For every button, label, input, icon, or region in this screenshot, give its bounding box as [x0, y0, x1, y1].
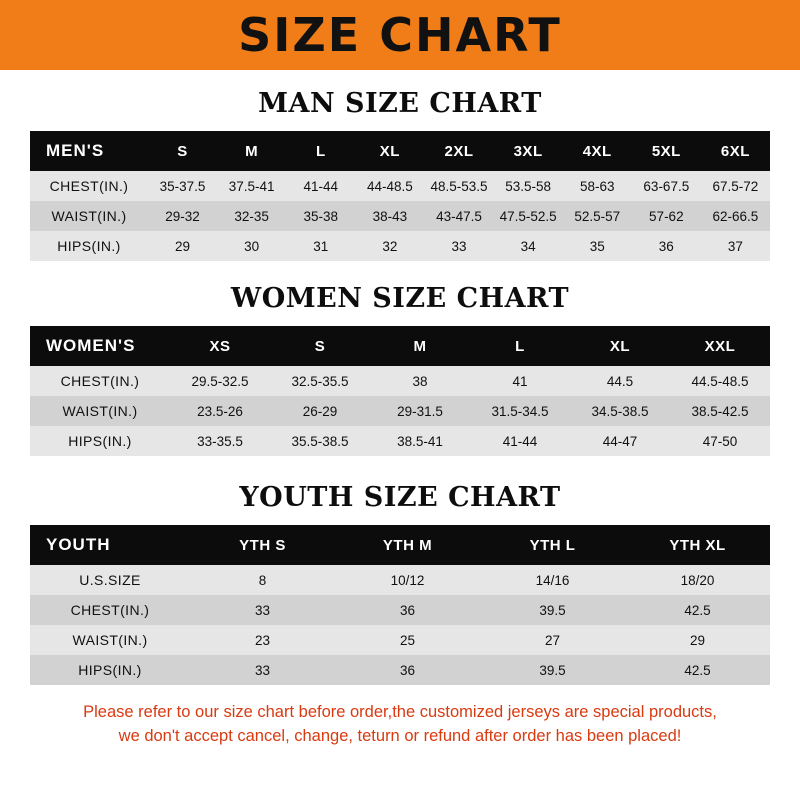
table-cell: 48.5-53.5	[424, 171, 493, 201]
table-row	[30, 426, 770, 456]
table-cell: 35-38	[286, 201, 355, 231]
row-label: U.S.SIZE	[30, 565, 190, 595]
women-size-table	[30, 326, 770, 456]
table-row	[30, 655, 770, 685]
men-header-cell: 3XL	[494, 131, 563, 171]
table-row	[30, 565, 770, 595]
row-label: WAIST(IN.)	[30, 625, 190, 655]
table-cell: 38.5-41	[370, 426, 470, 456]
row-label: HIPS(IN.)	[30, 426, 170, 456]
table-cell: 32.5-35.5	[270, 366, 370, 396]
table-cell: 32-35	[217, 201, 286, 231]
table-cell: 67.5-72	[701, 171, 770, 201]
table-cell: 41-44	[470, 426, 570, 456]
table-cell: 8	[190, 565, 335, 595]
table-cell: 38	[370, 366, 470, 396]
men-header-cell: S	[148, 131, 217, 171]
table-cell: 33	[424, 231, 493, 261]
youth-section	[0, 482, 800, 685]
table-cell: 33	[190, 595, 335, 625]
table-cell: 33-35.5	[170, 426, 270, 456]
table-cell: 62-66.5	[701, 201, 770, 231]
women-header-cell: XXL	[670, 326, 770, 366]
table-cell: 31.5-34.5	[470, 396, 570, 426]
table-cell: 36	[632, 231, 701, 261]
table-cell: 27	[480, 625, 625, 655]
table-cell: 23	[190, 625, 335, 655]
women-section-title: WOMEN SIZE CHART	[230, 283, 570, 314]
youth-header-cell: YTH M	[335, 525, 480, 565]
table-cell: 42.5	[625, 595, 770, 625]
youth-header-cell: YTH L	[480, 525, 625, 565]
table-cell: 39.5	[480, 655, 625, 685]
table-cell: 42.5	[625, 655, 770, 685]
table-cell: 36	[335, 655, 480, 685]
youth-size-table	[30, 525, 770, 685]
table-cell: 44.5-48.5	[670, 366, 770, 396]
table-cell: 32	[355, 231, 424, 261]
men-header-cell: 2XL	[424, 131, 493, 171]
table-row	[30, 396, 770, 426]
table-cell: 37.5-41	[217, 171, 286, 201]
table-cell: 44-47	[570, 426, 670, 456]
men-header-cell: XL	[355, 131, 424, 171]
table-cell: 14/16	[480, 565, 625, 595]
row-label: HIPS(IN.)	[30, 231, 148, 261]
table-cell: 29-32	[148, 201, 217, 231]
table-cell: 31	[286, 231, 355, 261]
table-row	[30, 366, 770, 396]
youth-header-cell: YTH S	[190, 525, 335, 565]
row-label: CHEST(IN.)	[30, 171, 148, 201]
table-cell: 44.5	[570, 366, 670, 396]
women-header-cell: WOMEN'S	[30, 326, 170, 366]
women-header-cell: M	[370, 326, 470, 366]
men-header-cell: M	[217, 131, 286, 171]
table-cell: 41-44	[286, 171, 355, 201]
table-cell: 38-43	[355, 201, 424, 231]
table-cell: 26-29	[270, 396, 370, 426]
table-header-row	[30, 131, 770, 171]
table-cell: 30	[217, 231, 286, 261]
women-header-cell: XS	[170, 326, 270, 366]
table-cell: 23.5-26	[170, 396, 270, 426]
table-cell: 39.5	[480, 595, 625, 625]
table-cell: 47.5-52.5	[494, 201, 563, 231]
women-header-cell: S	[270, 326, 370, 366]
table-cell: 47-50	[670, 426, 770, 456]
table-cell: 63-67.5	[632, 171, 701, 201]
women-header-cell: XL	[570, 326, 670, 366]
table-cell: 44-48.5	[355, 171, 424, 201]
men-size-table	[30, 131, 770, 261]
youth-header-cell: YOUTH	[30, 525, 190, 565]
table-cell: 38.5-42.5	[670, 396, 770, 426]
table-cell: 29	[148, 231, 217, 261]
row-label: CHEST(IN.)	[30, 366, 170, 396]
table-cell: 10/12	[335, 565, 480, 595]
table-cell: 25	[335, 625, 480, 655]
women-section	[0, 283, 800, 456]
table-row	[30, 595, 770, 625]
men-header-cell: 5XL	[632, 131, 701, 171]
men-header-cell: L	[286, 131, 355, 171]
table-row	[30, 625, 770, 655]
table-header-row	[30, 525, 770, 565]
order-notice-line-1: Please refer to our size chart before order,the customized jerseys are special products,	[83, 703, 717, 721]
order-notice	[20, 701, 780, 749]
table-cell: 36	[335, 595, 480, 625]
table-header-row	[30, 326, 770, 366]
men-header-cell: 6XL	[701, 131, 770, 171]
table-cell: 53.5-58	[494, 171, 563, 201]
order-notice-line-2: we don't accept cancel, change, teturn or refund after order has been placed!	[118, 726, 682, 745]
table-cell: 57-62	[632, 201, 701, 231]
men-section	[0, 88, 800, 261]
table-cell: 29-31.5	[370, 396, 470, 426]
row-label: CHEST(IN.)	[30, 595, 190, 625]
men-header-cell: MEN'S	[30, 131, 148, 171]
table-cell: 43-47.5	[424, 201, 493, 231]
row-label: WAIST(IN.)	[30, 201, 148, 231]
table-cell: 34.5-38.5	[570, 396, 670, 426]
table-cell: 58-63	[563, 171, 632, 201]
men-header-cell: 4XL	[563, 131, 632, 171]
table-cell: 33	[190, 655, 335, 685]
table-cell: 35-37.5	[148, 171, 217, 201]
table-cell: 35	[563, 231, 632, 261]
table-row	[30, 171, 770, 201]
table-row	[30, 231, 770, 261]
table-cell: 52.5-57	[563, 201, 632, 231]
page-title: SIZE CHART	[238, 8, 562, 62]
table-cell: 41	[470, 366, 570, 396]
row-label: HIPS(IN.)	[30, 655, 190, 685]
table-cell: 29	[625, 625, 770, 655]
table-cell: 29.5-32.5	[170, 366, 270, 396]
youth-header-cell: YTH XL	[625, 525, 770, 565]
table-row	[30, 201, 770, 231]
table-cell: 34	[494, 231, 563, 261]
men-section-title: MAN SIZE CHART	[258, 88, 542, 119]
table-cell: 37	[701, 231, 770, 261]
banner	[0, 0, 800, 70]
table-cell: 18/20	[625, 565, 770, 595]
youth-section-title: YOUTH SIZE CHART	[239, 482, 561, 513]
table-cell: 35.5-38.5	[270, 426, 370, 456]
row-label: WAIST(IN.)	[30, 396, 170, 426]
women-header-cell: L	[470, 326, 570, 366]
